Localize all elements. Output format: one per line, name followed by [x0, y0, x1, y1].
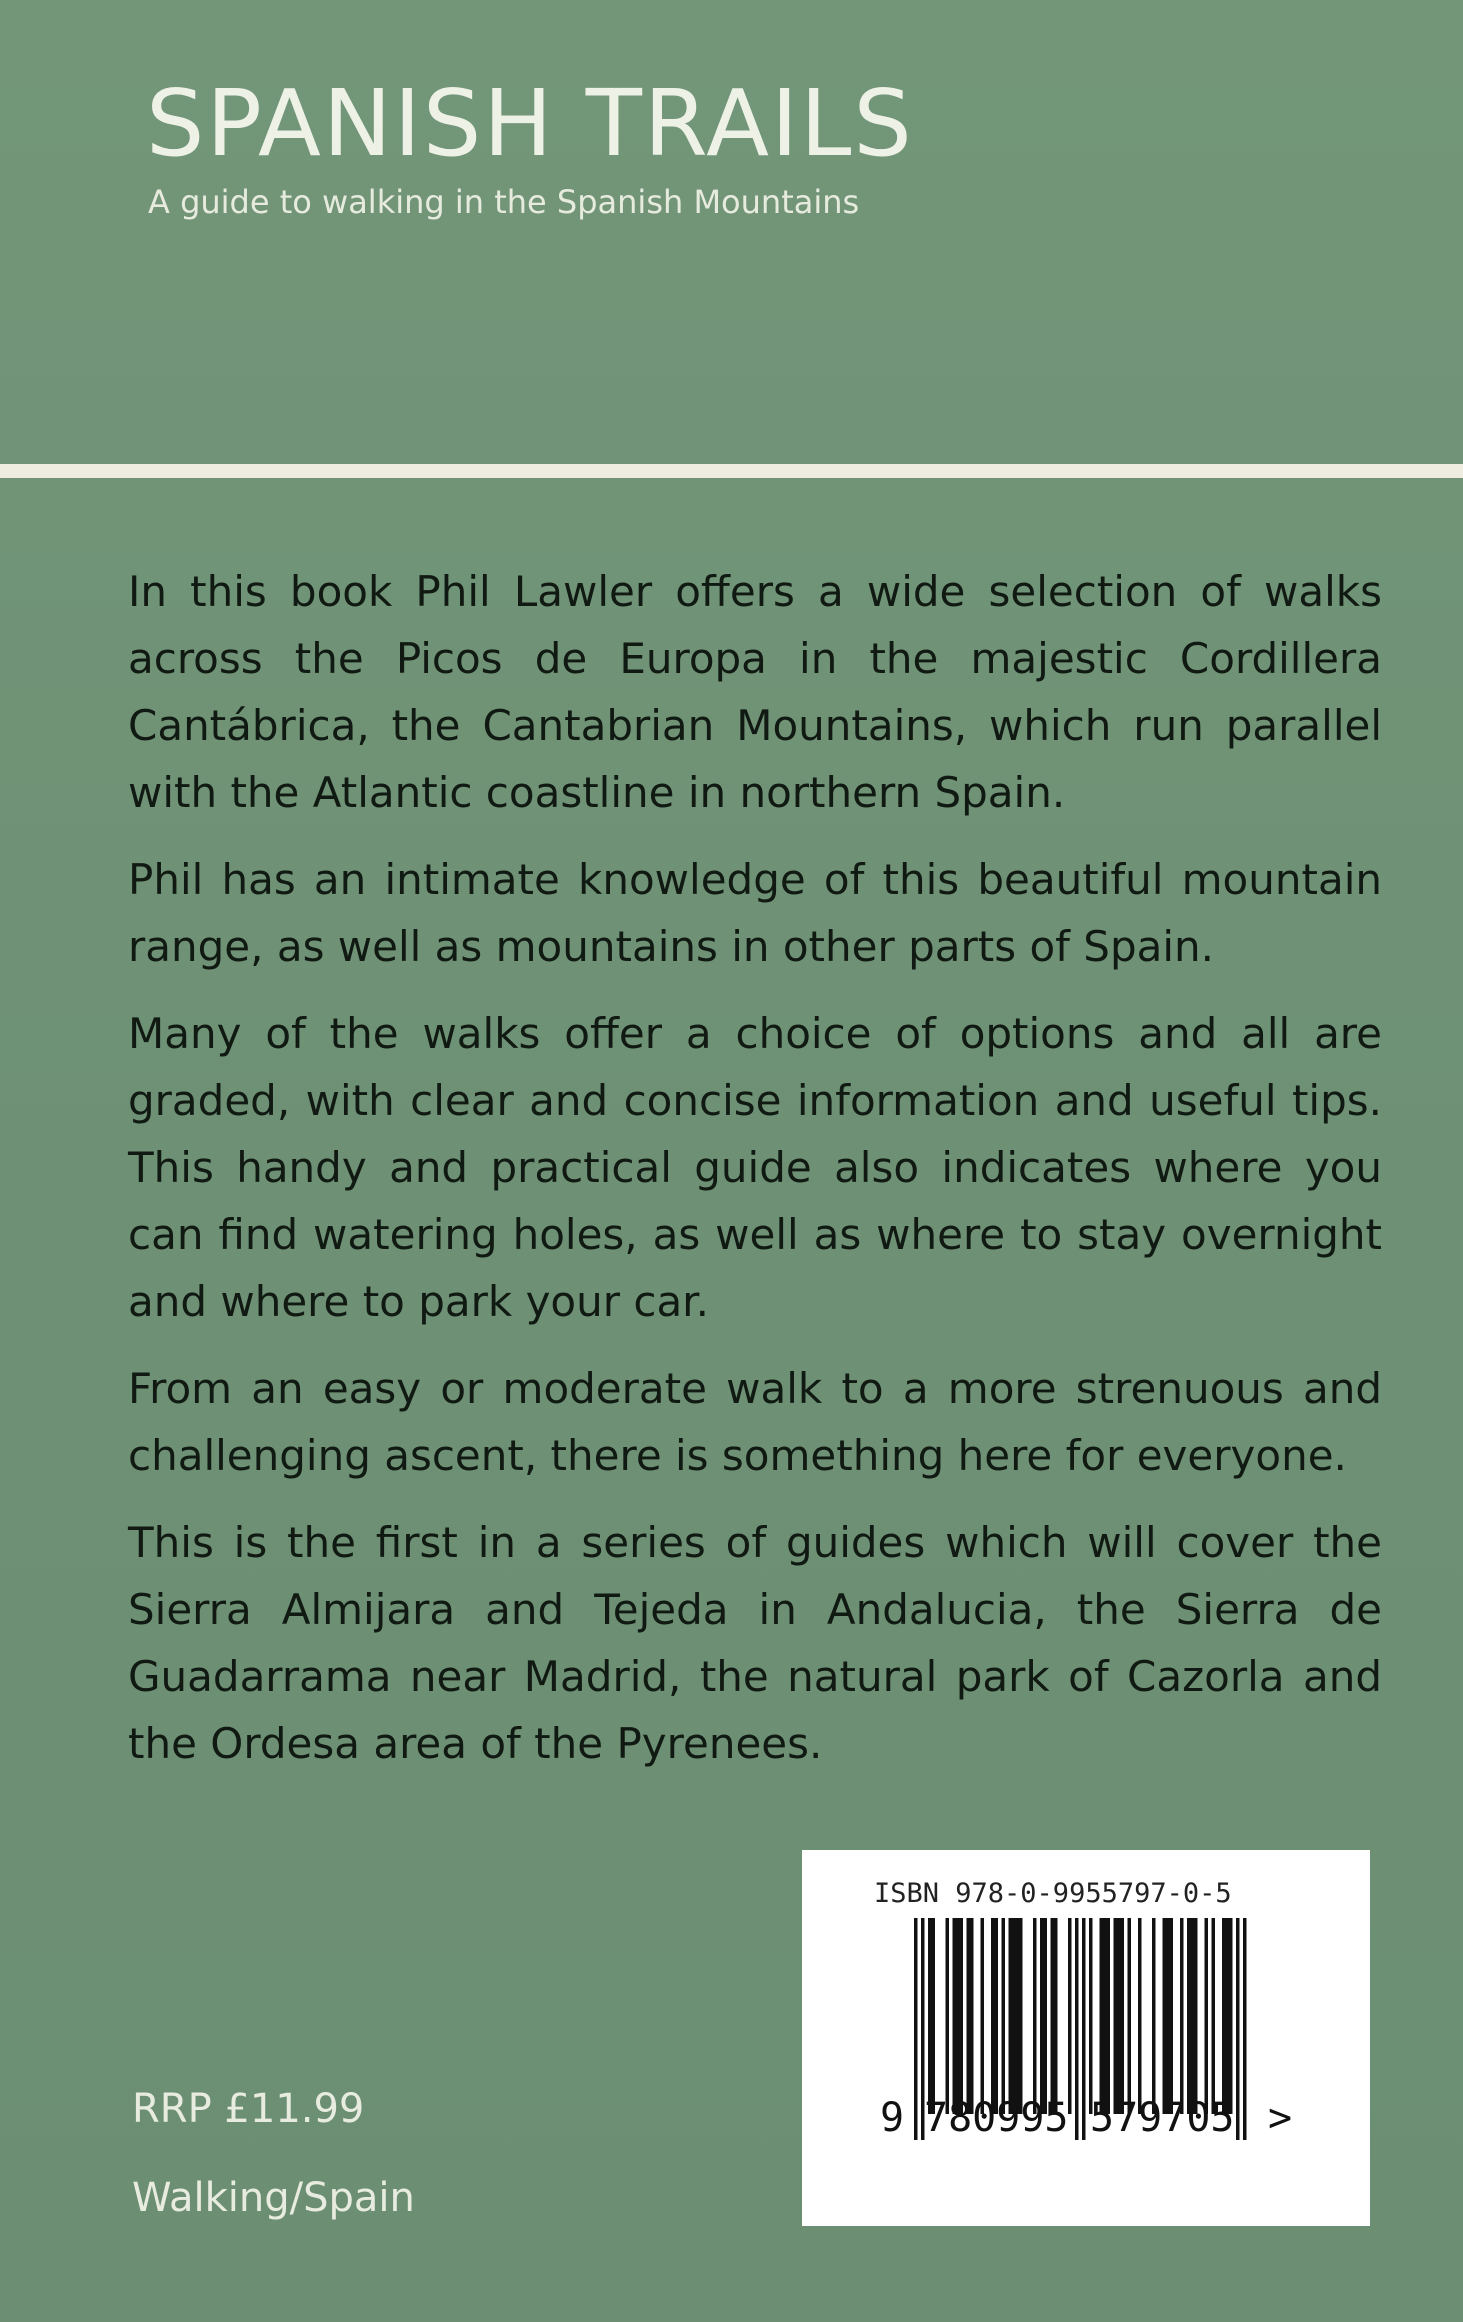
- barcode-bar: [1068, 1918, 1072, 2114]
- barcode-bar: [1191, 1918, 1195, 2114]
- blurb-paragraph: Many of the walks offer a choice of options and all are graded, with clear and concise information and useful tips. This handy and practical guide also indicates where you can find watering holes, as well as where to stay overnight and where to park your car.: [128, 1009, 1382, 1326]
- barcode-bar: [1222, 1918, 1226, 2114]
- barcode-left-group: 780995: [924, 2095, 1069, 2141]
- barcode-bar: [1016, 1918, 1020, 2114]
- barcode-bar: [1033, 1918, 1037, 2114]
- isbn-label: ISBN 978-0-9955797-0-5: [874, 1878, 1232, 1909]
- barcode-bar: [1089, 1918, 1093, 2114]
- barcode-bar: [1002, 1918, 1006, 2114]
- blurb-paragraph: Phil has an intimate knowledge of this beautiful mountain range, as well as mountains in other parts of Spain.: [128, 855, 1382, 971]
- barcode-bar: [1040, 1918, 1044, 2114]
- blurb-paragraph: In this book Phil Lawler offers a wide selection of walks across the Picos de Europa in the majestic Cordillera Cantábrica, the Cantabrian Mountains, which run parallel with the Atlantic coastline in northern Spain.: [128, 567, 1382, 817]
- barcode-bar: [956, 1918, 960, 2114]
- barcode-bar: [953, 1918, 957, 2114]
- barcode-bar: [1121, 1918, 1125, 2114]
- barcode-bar: [960, 1918, 964, 2114]
- price-label: RRP £11.99: [132, 2086, 365, 2132]
- barcode-bar: [1229, 1918, 1233, 2114]
- barcode-lead-digit: 9: [880, 2095, 905, 2141]
- barcode-bar: [1138, 1918, 1142, 2114]
- barcode-bar: [995, 1918, 999, 2114]
- barcode-panel: [802, 1850, 1370, 2226]
- barcode-right-group: 579705: [1090, 2095, 1235, 2141]
- category-label: Walking/Spain: [132, 2175, 415, 2221]
- barcode-bar: [991, 1918, 995, 2114]
- barcode-bar: [1163, 1918, 1167, 2114]
- barcode-bar: [1051, 1918, 1055, 2114]
- series-subtitle: A guide to walking in the Spanish Mountains: [148, 183, 860, 221]
- barcode-bar: [1107, 1918, 1111, 2114]
- blurb-paragraph: This is the first in a series of guides which will cover the Sierra Almijara and Tejeda in Andalucia, the Sierra de Guadarrama near Madrid, the natural park of Cazorla and the Ordesa area of the Pyrenees.: [128, 1518, 1382, 1768]
- barcode-bar: [1044, 1918, 1048, 2114]
- blurb-text: [128, 558, 1382, 1797]
- barcode-bar: [1019, 1918, 1023, 2114]
- barcode-quiet-zone-mark: >: [1268, 2095, 1293, 2141]
- barcode-bar: [1114, 1918, 1118, 2114]
- barcode-bar: [946, 1918, 950, 2114]
- divider-band: [0, 464, 1463, 478]
- barcode-digits: [802, 2094, 1370, 2144]
- barcode-bar: [1226, 1918, 1230, 2114]
- barcode-bar: [1187, 1918, 1191, 2114]
- barcode-bar: [1205, 1918, 1209, 2114]
- barcode-bar: [967, 1918, 971, 2114]
- barcode-bar: [1103, 1918, 1107, 2114]
- barcode-bar: [1180, 1918, 1184, 2114]
- series-title: SPANISH TRAILS: [146, 70, 914, 177]
- barcode-bar: [1054, 1918, 1058, 2114]
- barcode-bar: [1117, 1918, 1121, 2114]
- barcode-bar: [1194, 1918, 1198, 2114]
- barcode-bar: [1166, 1918, 1170, 2114]
- barcode-bar: [970, 1918, 974, 2114]
- barcode-bar: [1212, 1918, 1216, 2114]
- barcode-bar: [1100, 1918, 1104, 2114]
- barcode-bar: [1009, 1918, 1013, 2114]
- barcode-bar: [928, 1918, 932, 2114]
- barcode-bar: [1128, 1918, 1132, 2114]
- barcode-bar: [1170, 1918, 1174, 2114]
- blurb-paragraph: From an easy or moderate walk to a more strenuous and challenging ascent, there is something here for everyone.: [128, 1364, 1382, 1480]
- barcode-bar: [981, 1918, 985, 2114]
- barcode-bar: [1152, 1918, 1156, 2114]
- barcode-bar: [932, 1918, 936, 2114]
- barcode-bar: [1012, 1918, 1016, 2114]
